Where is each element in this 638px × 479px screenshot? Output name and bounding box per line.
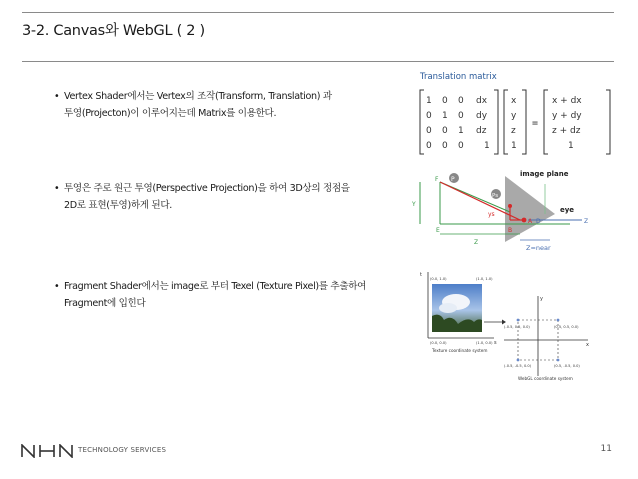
result-vector [544, 90, 610, 154]
texture-mapping-figure [418, 268, 598, 384]
label-z: Z [474, 239, 479, 246]
tex-axis-s: s [494, 340, 497, 346]
label-z-axis: Z [584, 218, 589, 225]
gl-point-label: (0.5, 0.5, 0.0) [554, 325, 579, 329]
projection-figure [410, 164, 595, 256]
point-ps-label: Ps [492, 193, 499, 199]
gl-axis-x: x [586, 342, 589, 348]
label-a: A [528, 218, 533, 225]
gl-axis-y: y [540, 296, 543, 302]
vector-cell: 1 [511, 141, 517, 151]
tex-corner-label: (0.0, 0.0) [430, 341, 447, 345]
matrix-cell: dx [476, 96, 488, 106]
bullet-line: Fragment에 입힌다 [64, 298, 146, 309]
vector-cell: y [511, 111, 517, 121]
matrix-cell: 0 [442, 96, 448, 106]
tex-corner-label: (1.0, 0.0) [476, 341, 493, 345]
bullet-dot: • [54, 281, 60, 292]
result-cell: z + dz [552, 126, 581, 136]
matrix-cell: 0 [458, 141, 464, 151]
matrix-4x4 [420, 90, 498, 154]
gl-caption: WebGL coordinate system [518, 376, 573, 381]
tex-axis-t: t [420, 272, 422, 278]
bullet-projection [54, 180, 394, 214]
matrix-cell: 1 [484, 141, 490, 151]
vector-cell: x [511, 96, 517, 106]
label-d: D [536, 218, 541, 225]
texture-image [432, 284, 482, 332]
footer-tagline: TECHNOLOGY SERVICES [78, 446, 167, 454]
bullet-line: Vertex Shader에서는 Vertex의 조작(Transform, Translation) 과 [64, 91, 332, 102]
matrix-cell: 0 [442, 126, 448, 136]
header-rule-top [22, 12, 614, 13]
gl-point-label: (-0.5, 0.5, 0.0) [504, 325, 530, 329]
result-cell: x + dx [552, 96, 582, 106]
matrix-label: Translation matrix [420, 72, 497, 82]
matrix-cell: dy [476, 111, 488, 121]
matrix-cell: 1 [426, 96, 432, 106]
result-cell: y + dy [552, 111, 582, 121]
page-number: 11 [600, 444, 612, 454]
bullet-dot: • [54, 183, 60, 194]
bullet-line: 투영(Projecton)이 이루어지는데 Matrix를 이용한다. [64, 108, 277, 119]
result-cell: 1 [568, 141, 574, 151]
label-b: B [508, 227, 513, 234]
vector-xyz1 [504, 90, 526, 154]
matrix-cell: 0 [458, 96, 464, 106]
bullet-dot: • [54, 91, 60, 102]
label-e: E [436, 227, 440, 234]
matrix-cell: 0 [458, 111, 464, 121]
z-near-label: Z=near [526, 244, 551, 252]
bullet-line: 2D로 표현(투영)하게 된다. [64, 200, 172, 211]
label-f: F [435, 176, 439, 183]
bullet-line: 투영은 주로 원근 투영(Perspective Projection)을 하여 3D상의 정점을 [64, 183, 350, 194]
header-rule-bottom [22, 61, 614, 62]
matrix-cell: 0 [442, 141, 448, 151]
eye-label: eye [560, 206, 575, 214]
label-ys: ys [488, 211, 495, 218]
bullet-vertex-shader [54, 88, 394, 122]
point-p-label: P [451, 176, 455, 183]
bullet-line: Fragment Shader에서는 image로 부터 Texel (Texture Pixel)를 추출하여 [64, 281, 367, 292]
equals-sign: = [532, 118, 539, 129]
bullet-fragment-shader [54, 278, 394, 312]
matrix-cell: dz [476, 126, 487, 136]
gl-point-label: (0.5, -0.5, 0.0) [554, 364, 580, 368]
label-y: Y [412, 201, 416, 208]
tex-corner-label: (0.0, 1.0) [430, 277, 447, 281]
matrix-cell: 0 [426, 126, 432, 136]
matrix-cell: 1 [442, 111, 448, 121]
vector-cell: z [511, 126, 516, 136]
page-title: 3-2. Canvas와 WebGL ( 2 ) [22, 23, 205, 39]
tex-corner-label: (1.0, 1.0) [476, 277, 493, 281]
translation-matrix-figure [418, 70, 618, 158]
image-plane-shape [505, 176, 555, 242]
tex-caption: Texture coordinate system [432, 348, 488, 353]
matrix-cell: 0 [426, 111, 432, 121]
matrix-cell: 1 [458, 126, 464, 136]
matrix-cell: 0 [426, 141, 432, 151]
nhn-logo [20, 444, 74, 458]
image-plane-label: image plane [520, 170, 569, 178]
gl-point-label: (-0.5, -0.5, 0.0) [504, 364, 532, 368]
